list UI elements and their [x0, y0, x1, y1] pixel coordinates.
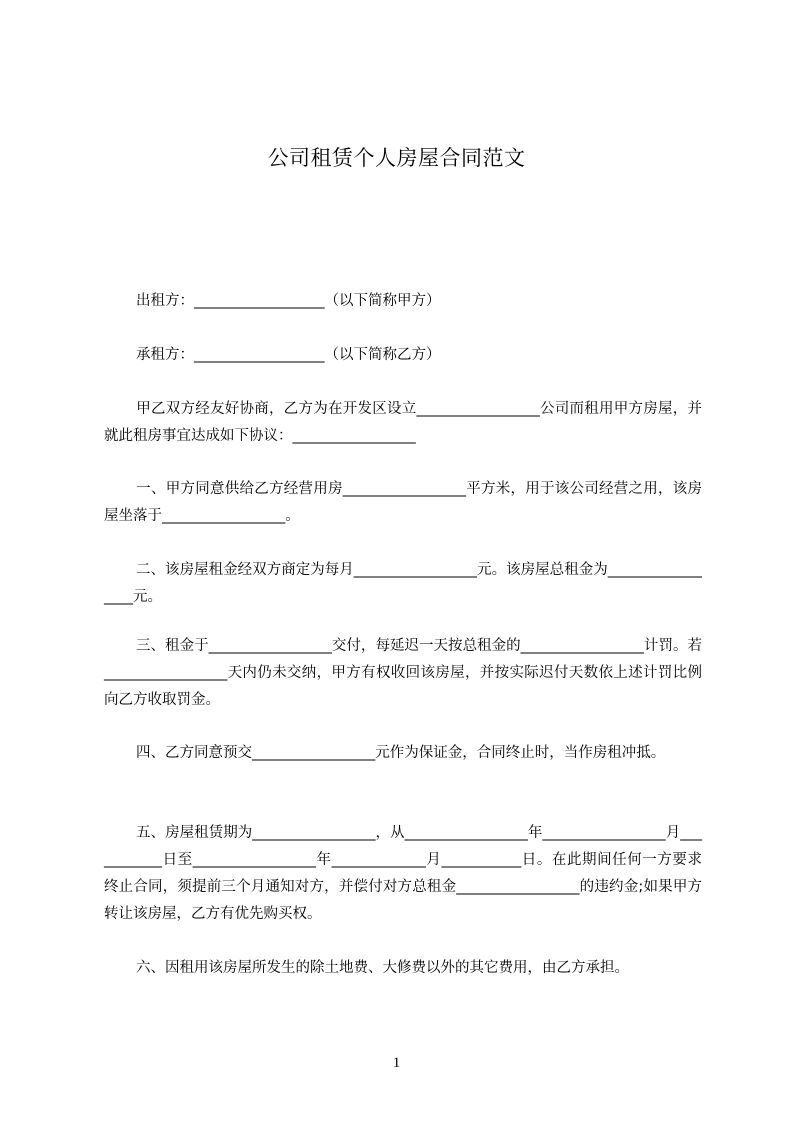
clause-6: [104, 955, 702, 982]
lessee-line: [104, 342, 702, 369]
document-title: 公司租赁个人房屋合同范文: [267, 146, 526, 170]
paragraph-text: 甲乙双方经友好协商，乙方为在开发区设立_________________公司而租用甲方房屋，并就此租房事宜达成如下协议：_________________: [104, 401, 702, 444]
clause-3: [104, 633, 702, 714]
preamble-paragraph: [104, 396, 702, 450]
paragraph-text: 三、租金于_________________交付，每延迟一天按总租金的_________________计罚。若_________________天内仍未交纳，甲方有权收回该房屋，并按实际迟付天数依上述计罚比例向乙方收取罚金。: [104, 638, 702, 708]
clause-1: [104, 476, 702, 530]
paragraph-text: 承租方：__________________（以下简称乙方）: [136, 347, 441, 363]
paragraph-text: 出租方：__________________（以下简称甲方）: [136, 293, 441, 309]
paragraph-text: 二、该房屋租金经双方商定为每月_________________元。该房屋总租金为_________________元。: [104, 562, 702, 605]
paragraph-text: 四、乙方同意预交_________________元作为保证金，合同终止时，当作房租冲抵。: [136, 745, 666, 761]
paragraph-text: 六、因租用该房屋所发生的除土地费、大修费以外的其它费用，由乙方承担。: [136, 960, 629, 976]
paragraph-text: 五、房屋租赁期为_________________，从_________________年_________________月___________日至_________________年_____________月___________日。在此期间任何一方要求终止合同，须提前三个月通知对方，并偿付对方总租金_________________的违约金;如果甲方转让该房屋，乙方有优先购买权。: [104, 825, 702, 922]
page-number: 1: [392, 1055, 401, 1071]
clause-5: [104, 820, 702, 928]
paragraph-text: 一、甲方同意供给乙方经营用房_________________平方米，用于该公司经营之用，该房屋坐落于_________________。: [104, 481, 702, 524]
clause-2: [104, 557, 702, 611]
clause-4: [104, 740, 702, 767]
lessor-line: [104, 288, 702, 315]
